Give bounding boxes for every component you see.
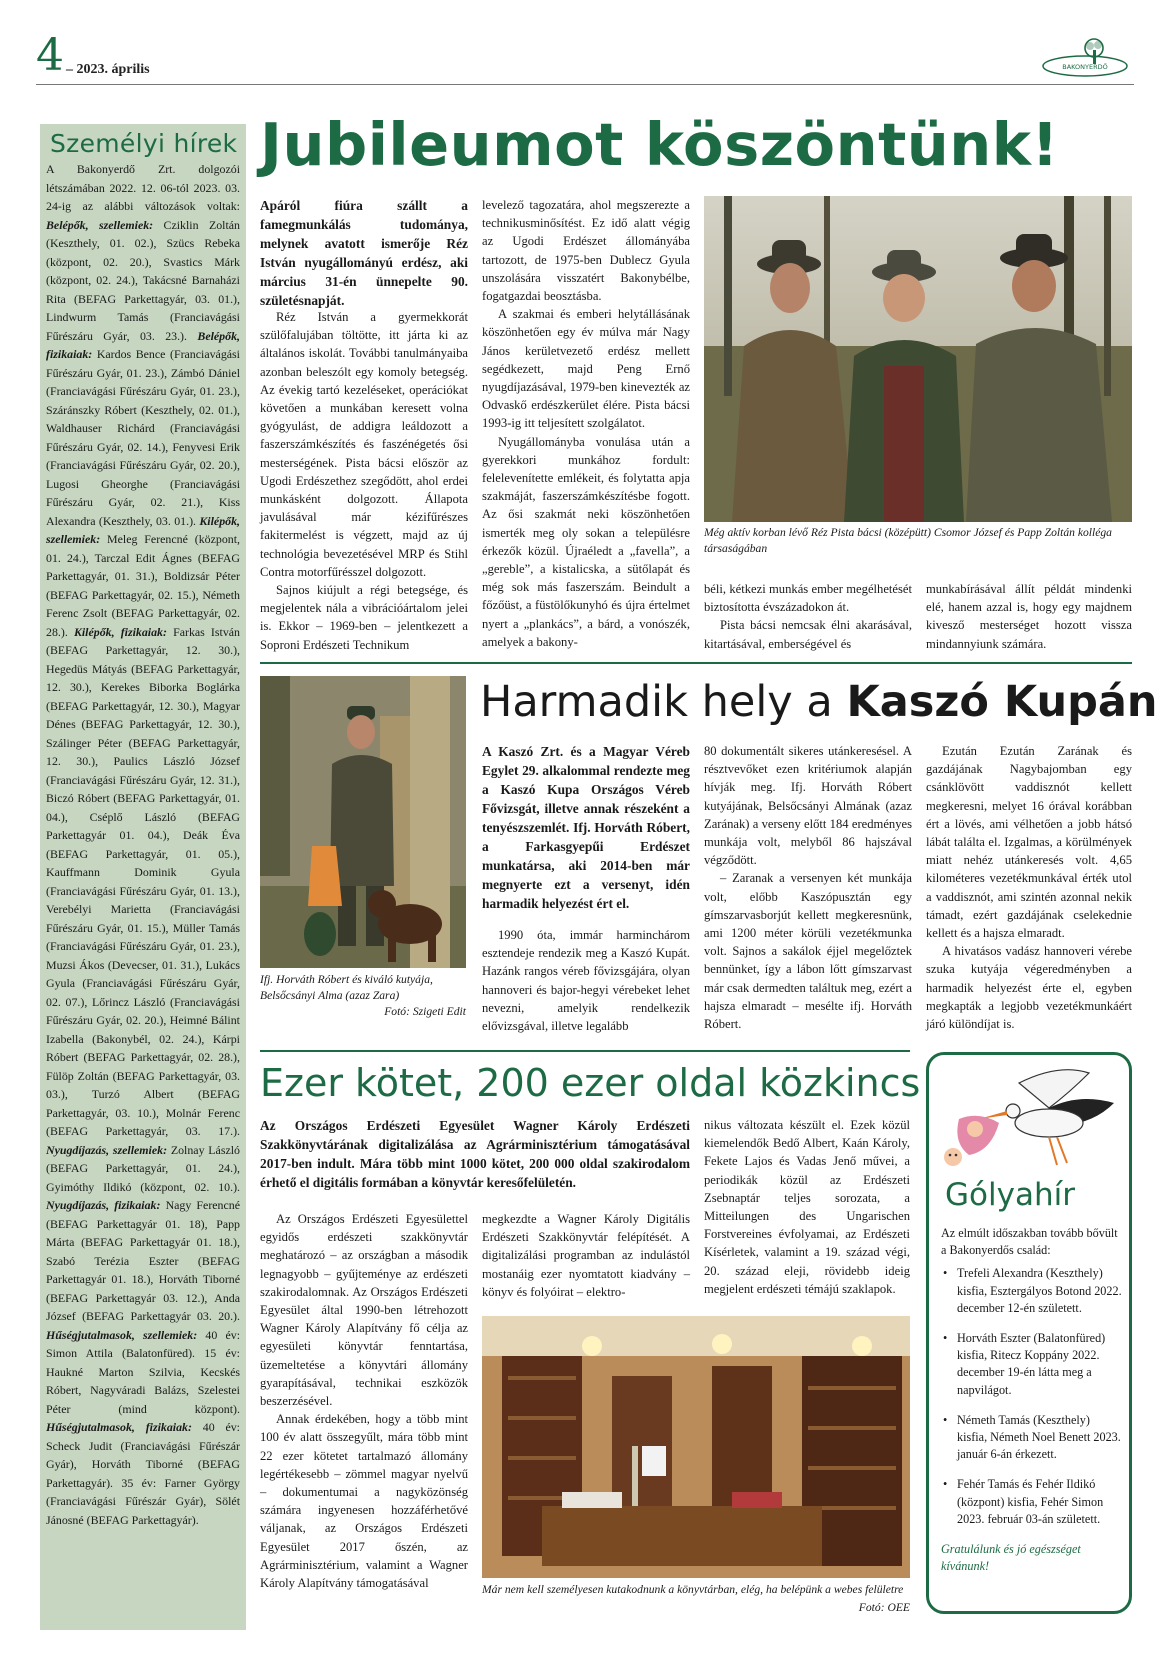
paragraph: megkezdte a Wagner Károly Digitális Erdészeti Szakkönyvtár felépítését. A digitalizálási programban az indulástól mostanáig ezer nyomtatott kiadvány – könyv és folyóirat – elektro- bbox=[482, 1212, 690, 1299]
paragraph: 80 dokumentált sikeres utánkeresésel. A résztvevőket ezen kritériumok alapján hívják meg. Ifj. Horváth Róbert kutyájának, Belsőcsányi Almának (azaz Zarának) a verseny előtt 184 eredményes munkája volt, melyből 86 hajszával végződött. bbox=[704, 744, 912, 868]
article1-lead: Apáról fiúra szállt a famegmunkálás tudománya, melynek avatott ismerője Réz István nyugállományú erdész, aki március 31-én ünnepelte 90. születésnapját. bbox=[260, 198, 468, 308]
article3-col1 bbox=[260, 1210, 468, 1592]
logo-text: BAKONYERDŐ bbox=[1062, 63, 1108, 71]
sidebar-section-label: Belépők, szellemiek: bbox=[46, 217, 164, 232]
article2-photo bbox=[260, 676, 466, 968]
sidebar-section-label: Kilépők, szellemiek: bbox=[46, 513, 240, 546]
article1-col4 bbox=[926, 580, 1132, 653]
sidebar-section-text: Farkas István (BEFAG Parkettagyár, 12. 30.), Hegedüs Mátyás (BEFAG Parkettagyár, 12. 30.), Kerekes Biborka Boglárka (BEFAG Parkettagyár, 12. 30.), Magyar Dénes (BEFAG Parkettagyár, 12. 30.), Szálinger Péter (BEFAG Parkettagyár, 12. 30.), Paulics László József (Franciavágási Fűrészáru Gyár, 12. 31.), Biczó Róbert (BEFAG Parkettagyár, 01. 04.), Cséplő László (BEFAG Parkettagyár 01. 04.), Deák Éva (BEFAG Parkettagyár, 01. 05.), Kauffmann Dominik Gyula (Franciavágási Fűrészáru Gyár, 01. 13.), Verebélyi Marietta (Franciavágási Fűrészáru Gyár, 01. 15.), Müller Tamás (Franciavágási Fűrészáru Gyár, 01. 23.), Muzsi Ákos (Devecser, 01. 31.), Lukács Gyula (Franciavágási Fűrészáru Gyár, 02. 07.), Lőrincz László (Franciavágási Fűrészáru Gyár, 02. 20.), Heimné Bálint Izabella (Bakonybél, 02. 24.), Kárpi Róbert (BEFAG Parkettagyár, 02. 28.), Fülöp Zoltán (BEFAG Parkettagyár, 03. 03.), Turzó Albert (BEFAG Parkettagyár, 03. 10.), Molnár Ferenc (BEFAG Parkettagyár, 03. 17.). bbox=[46, 624, 240, 1138]
sidebar-section-text: 40 év: Simon Attila (Balatonfüred). 15 év: Haukné Marton Szilvia, Kecskés Róbert, Nagyváradi Balázs, Szelestei Péter (mind központ). bbox=[46, 1327, 241, 1416]
stork-closing: Gratulálunk és jó egészséget kívánunk! bbox=[941, 1542, 1081, 1574]
article3-col3 bbox=[704, 1116, 910, 1298]
personnel-news-sidebar bbox=[40, 124, 246, 1630]
sidebar-section-label: Hűségjutalmasok, fizikaiak: bbox=[46, 1420, 203, 1434]
paragraph: A szakmai és emberi helytállásának köszönhetően egy év múlva már Nagy János kerületvezető erdész mellett segédkezett, majd Peng Ernő nyugdíjazásával, 1979-ben kinevezték az Odvaskő erdészkerület élére. Pista bácsi 1993-ig itt teljesített szolgálatot. bbox=[482, 307, 690, 431]
article3-photo-credit: Fotó: OEE bbox=[858, 1601, 910, 1614]
sidebar-section-label: Kilépők, fizikaiak: bbox=[73, 624, 174, 639]
sidebar-section-text: Kardos Bence (Franciavágási Fűrészáru Gyár, 01. 23.), Zámbó Dániel (Franciavágási Fűrészáru Gyár, 01. 23.), Száránszky Róbert (Keszthely, 02. 01.), Waldhauser Richárd (Franciavágási Fűrészáru Gyár, 02. 14.), Fenyvesi Erik (Franciavágási Fűrészáru Gyár, 02. 20.), Lugosi Gheorghe (Franciavágási Fűrészáru Gyár, 02. 21.), Kiss Alexandra (Keszthely, 03. 01.). bbox=[46, 347, 240, 528]
article1-col1 bbox=[260, 308, 468, 654]
list-item: • Horváth Eszter (Balatonfüred) kisfia, Ritecz Koppány 2022. december 19-én látta meg a napvilágot. bbox=[941, 1330, 1123, 1399]
sidebar-section-text: Cziklin Zoltán (Keszthely, 01. 02.), Szücs Rebeka (központ, 02. 20.), Svastics Márk (központ, 02. 24.), Takácsné Barnaházi Rita (BEFAG Parkettagyár, 03. 01.), Lindwurm Tamás (Franciavágási Fűrészáru Gyár, 03. 23.). bbox=[46, 217, 240, 343]
section-divider bbox=[260, 1050, 910, 1052]
article1-photo bbox=[704, 196, 1132, 522]
stork-illustration bbox=[939, 1063, 1125, 1173]
article1-col2 bbox=[482, 196, 690, 651]
list-item: • Trefeli Alexandra (Keszthely) kisfia, Esztergályos Botond 2022. december 12-én született. bbox=[941, 1265, 1123, 1317]
article1-photo-caption: Még aktív korban lévő Réz Pista bácsi (középütt) Csomor József és Papp Zoltán kolléga társaságában bbox=[704, 526, 1112, 555]
article2-headline-regular: Harmadik hely a bbox=[480, 677, 833, 727]
sidebar-section-label: Belépők, fizikaiak: bbox=[46, 328, 240, 361]
paragraph: Az Országos Erdészeti Egyesülettel egyidős erdészeti szakkönyvtár meghatározó – az országban a második legnagyobb – gyűjteménye az erdészeti szakirodalomnak. Az Országos Erdészeti Egyesület által 1990-ben létrehozott Wagner Károly Alapítvány fő célja az egyesületi könyvtár fenntartása, üzemeltetése a könyvtári állomány gyarapításával, technikai eszközök beszerzésével. bbox=[260, 1212, 468, 1409]
article1-headline: Jubileumot köszöntünk! bbox=[260, 110, 1059, 179]
header-divider bbox=[36, 84, 1134, 85]
paragraph: munkabírásával állít példát mindenki elé, hanem azzal is, hogy egy majdnem kivesző mesterséget hozott vissza mindannyiunk számára. bbox=[926, 582, 1132, 651]
article2-col2 bbox=[704, 742, 912, 1033]
stork-list bbox=[941, 1265, 1123, 1528]
page-number: 4 bbox=[36, 30, 64, 81]
paragraph: Ezután Ezután Zarának és gazdájának Nagybajomban egy csánklövött vaddisznót kellett megkeresni, melyet 16 órával korábban ért a lövés, ami vélhetően a jobb hátsó lábát találta el. Izgalmas, a körülmények miatt nehéz utánkeresés volt. 4,65 kilométeres vezetékmunkával érték utol a vaddisznót, ami szintén azonnal nekik támadt, ezért gazdájának cselekednie kellett és a hajsza elmaradt. bbox=[926, 744, 1132, 941]
article3-library-photo bbox=[482, 1316, 910, 1578]
article3-headline: Ezer kötet, 200 ezer oldal közkincs bbox=[260, 1061, 921, 1105]
paragraph: 1990 óta, immár harminchárom esztendeje rendezik meg a Kaszó Kupát. Hazánk rangos véreb fővizsgájára, olyan hannoveri és bajor-hegyi vérebeket lehet nevezni, amelyik rendelkezik elővizsgával, illetve legalább bbox=[482, 928, 690, 1034]
sidebar-title: Személyi hírek bbox=[50, 129, 238, 158]
paragraph: Pista bácsi nemcsak élni akarásával, kitartásával, emberségével és bbox=[704, 618, 912, 651]
section-divider bbox=[260, 662, 1132, 664]
sidebar-section-text: Meleg Ferencné (központ, 01. 24.), Tarczal Edit Ágnes (BEFAG Parkettagyár, 01. 31.), Boldizsár Péter (BEFAG Parkettagyár, 02. 15.), Németh Ferenc Zsolt (BEFAG Parkettagyár, 02. 28.). bbox=[46, 532, 241, 639]
article3-photo-caption: Már nem kell személyesen kutakodnunk a könyvtárban, elég, ha belépünk a webes felületre bbox=[482, 1583, 904, 1596]
paragraph: Nyugállományba vonulása után a gyerekkori munkához fordult: felelevenítette emlékeit, és folytatta apja szakmáját, faszerszámkészítésbe fogott. Az ősi szakmát neki köszönhetően ismerték meg oly sokan a településre érkezők közül. Újraéledt a „favella”, a „gereble”, a kistalicska, a sütőlapát és még sok más faszerszám. Beindult a főzőüst, a füstölőkunyhó és újra értelmet nyert a „plankács”, a bárd, a vonószék, amelyek a bakony- bbox=[482, 434, 690, 649]
stork-title: Gólyahír bbox=[945, 1177, 1075, 1213]
paragraph: Annak érdekében, hogy a több mint 100 év alatt összegyűlt, mára több mint 22 ezer kötetet tartalmazó állomány legértékesebb – zömmel magyar nyelvű – dokumentumai a nagyközönség számára ingyenesen hozzáférhetővé váljanak, az Országos Erdészeti Egyesület 2017 őszén, az Agrárminisztérium, valamint a Wagner Károly Alapítvány támogatásával bbox=[260, 1412, 468, 1591]
paragraph: Sajnos kiújult a régi betegsége, és megjelentek nála a vibrációártalom jelei is. Ekkor – 1969-ben – jelentkezett a Soproni Erdészeti Technikum bbox=[260, 583, 468, 652]
issue-date: – 2023. április bbox=[66, 62, 150, 77]
bakonyerdo-logo bbox=[1040, 36, 1130, 82]
sidebar-section-text: 40 év: Scheck Judit (Franciavágási Fűrészár Gyár), Horváth Tiborné (BEFAG Parkettagyár). 35 év: Farner György (Franciavágási Fűrészár Gyár), Sölét Jánosné (BEFAG Parkettagyár). bbox=[46, 1420, 240, 1527]
article2-photo-caption: Ifj. Horváth Róbert és kiváló kutyája, Belsőcsányi Alma (azaz Zara) bbox=[260, 973, 433, 1002]
paragraph: levelező tagozatára, ahol megszerezte a technikusminősítést. Ez idő alatt végig az Ugodi Erdészet állományába tartozott, de 1975-ben Dublecz Gyula unszolására visszatért Bakonybélbe, fogatgazdai beosztásba. bbox=[482, 198, 690, 304]
article2-col3 bbox=[926, 742, 1132, 1033]
list-item: • Németh Tamás (Keszthely) kisfia, Németh Noel Benett 2023. január 6-án érkezett. bbox=[941, 1412, 1123, 1464]
article2-lead: A Kaszó Zrt. és a Magyar Véreb Egylet 29. alkalommal rendezte meg a Kaszó Kupa Országos Véreb Fővizsgát, illetve annak részeként a tenyészszemlét. Ifj. Horváth Róbert, a Farkasgyepűi Erdészet munkatársa, aki 2014-ben már megnyerte ezt a versenyt, idén harmadik helyezést ért el. bbox=[482, 744, 690, 911]
article2-headline bbox=[480, 676, 1158, 728]
stork-intro: Az elmúlt időszakban tovább bővült a Bakonyerdős család: bbox=[941, 1226, 1118, 1258]
paragraph: A hivatásos vadász hannoveri vérebe szuka kutyája végeredményben a harmadik helyezést érte el, egyben megkapták a legjobb vezetékmunkáért járó különdíjat is. bbox=[926, 944, 1132, 1032]
paragraph: – Zaranak a versenyen két munkája volt, előbb Kaszópusztán egy gímszarvasborjút kellett megkeresnünk, ami 1200 méter körüli vezetékmunka volt. Sajnos a sakálok éjjel megelőztek bennünket, így a lábon lőtt gímszarvast már csak dermedten találtuk meg, ezért a hajsza elmaradt – mesélte ifj. Horváth Róbert. bbox=[704, 871, 912, 1032]
sidebar-section-label: Nyugdíjazás, fizikaiak: bbox=[46, 1198, 166, 1212]
sidebar-section-text: Zolnay László (BEFAG Parkettagyár, 01. 24.), Gyimóthy Ildikó (központ, 02. 10.). bbox=[46, 1142, 240, 1194]
paragraph: Réz István a gyermekkorát szülőfalujában töltötte, itt járta ki az általános iskolát. További tanulmányaiba azonban beleszólt egy komoly betegség. Az évekig tartó kezeléseket, operációkat követően a munkában keresett volna gyógyulást, de addigra leáldozott a faszerszámkészítés és faszénégetés ősi mesterségének. Pista bácsi először az Ugodi Erdészethez szegődött, ahol erdei munkásként dolgozott. Állapota javulásával már kézifűrészes fakitermelést is végzett, majd az új technológia bevezetésével MRP és Stihl Contra motorfűrésszel dolgozott. bbox=[260, 310, 468, 579]
sidebar-section-label: Hűségjutalmasok, szellemiek: bbox=[46, 1327, 206, 1342]
article2-photo-credit: Fotó: Szigeti Edit bbox=[384, 1005, 466, 1018]
sidebar-body bbox=[46, 160, 240, 1529]
paragraph: béli, kétkezi munkás ember megélhetését biztosította évszázadokon át. bbox=[704, 582, 912, 615]
article3-col2 bbox=[482, 1210, 690, 1301]
list-item: • Fehér Tamás és Fehér Ildikó (központ) kisfia, Fehér Simon 2023. február 03-án született. bbox=[941, 1476, 1123, 1528]
stork-body bbox=[941, 1225, 1123, 1575]
article2-headline-bold: Kaszó Kupán bbox=[846, 677, 1158, 727]
stork-news-box bbox=[926, 1052, 1132, 1614]
sidebar-intro: A Bakonyerdő Zrt. dolgozói létszámában 2022. 12. 06-tól 2023. 03. 24-ig az alábbi változások voltak: bbox=[46, 162, 240, 213]
paragraph: nikus változata készült el. Ezek közül kiemelendők Bedő Albert, Kaán Károly, Fekete Lajos és Vadas Jenő művei, a periodikák közül az Erdészeti Zsebnaptár teljes sorozata, a Mitteilungen des Ungarischen Forstvereines évfolyamai, az Erdészeti Kísérletek, valamint a 19. század végi, 20. század eleji, rövidebb ideig megjelent erdészeti témájú szaklapok. bbox=[704, 1118, 910, 1296]
article1-col3 bbox=[704, 580, 912, 653]
sidebar-section-label: Nyugdíjazás, szellemiek: bbox=[46, 1142, 171, 1157]
sidebar-section-text: Nagy Ferencné (BEFAG Parkettagyár 01. 18), Papp Márta (BEFAG Parkettagyár 01. 18.), Szabó Terézia Eszter (BEFAG Parkettagyár 01. 18.), Horváth Tiborné (BEFAG Parkettagyár 03. 12.), Anda József (BEFAG Parkettagyár 03. 20.). bbox=[46, 1198, 240, 1323]
article3-lead: Az Országos Erdészeti Egyesület Wagner Károly Erdészeti Szakkönyvtárának digitalizálása az Agrárminisztérium támogatásával 2017-ben indult. Mára több mint 1000 kötet, 200 000 oldal szakirodalom érhető el digitális formában a könyvtár keresőfelületén. bbox=[260, 1118, 690, 1190]
article2-col1 bbox=[482, 926, 690, 1035]
